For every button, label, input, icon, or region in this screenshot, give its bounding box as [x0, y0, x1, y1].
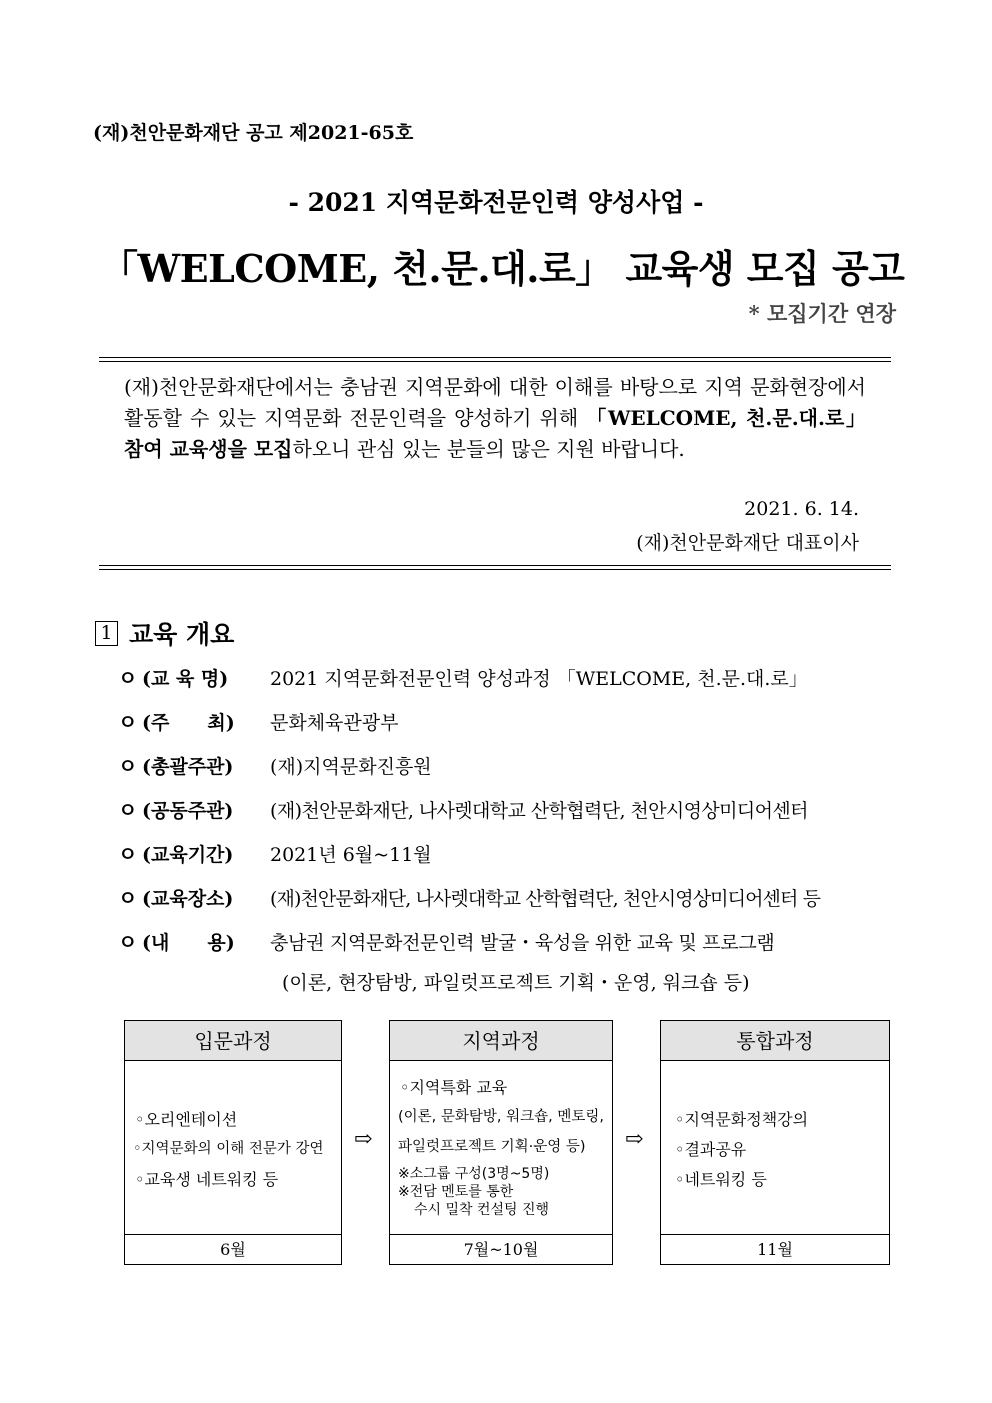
course-box-period: 7월~10월 — [390, 1234, 612, 1264]
item-label: (주 최) — [142, 712, 235, 734]
item-value: (재)천안문화재단, 나사렛대학교 산학협력단, 천안시영상미디어센터 — [270, 800, 808, 822]
course-box-title: 통합과정 — [661, 1021, 889, 1061]
content-continuation: (이론, 현장탐방, 파일럿프로젝트 기획・운영, 워크숍 등) — [282, 972, 750, 994]
bullet-icon: ㅇ — [118, 886, 138, 910]
bullet-icon: ㅇ — [118, 710, 138, 734]
course-box-intro — [124, 1020, 342, 1265]
course-box-line: ◦네트워킹 등 — [675, 1170, 767, 1189]
list-item — [118, 662, 808, 691]
list-item — [118, 926, 775, 955]
intro-text-2: 하오니 관심 있는 분들의 많은 지원 바랍니다. — [292, 437, 685, 461]
course-box-line: ◦결과공유 — [675, 1140, 747, 1159]
item-label: (공동주관) — [142, 800, 234, 822]
list-item — [118, 882, 820, 911]
bullet-icon: ㅇ — [118, 842, 138, 866]
intro-paragraph — [124, 372, 866, 465]
list-item — [118, 706, 398, 735]
course-box-note: ※전담 멘토를 통한 — [398, 1184, 514, 1200]
intro-bold-text: 「WELCOME, 천.문.대.로」 참여 교육생을 모집 — [124, 406, 866, 461]
course-box-line: 파일럿프로젝트 기획·운영 등) — [398, 1139, 586, 1155]
item-label: (교육기간) — [142, 844, 234, 866]
course-box-note: ※소그룹 구성(3명~5명) — [398, 1166, 550, 1182]
main-title: 「WELCOME, 천.문.대.로」 교육생 모집 공고 — [100, 246, 905, 291]
course-box-note: 수시 밀착 컨설팅 진행 — [414, 1202, 550, 1218]
course-box-line: ◦오리엔테이션 — [135, 1110, 238, 1129]
item-value: 충남권 지역문화전문인력 발굴・육성을 위한 교육 및 프로그램 — [270, 932, 775, 954]
course-box-title: 지역과정 — [390, 1021, 612, 1061]
bullet-icon: ㅇ — [118, 930, 138, 954]
item-label: (총괄주관) — [142, 756, 234, 778]
item-value: (재)지역문화진흥원 — [270, 756, 432, 778]
item-value: 2021년 6월~11월 — [270, 844, 432, 866]
bullet-icon: ㅇ — [118, 754, 138, 778]
divider-top — [99, 357, 891, 362]
item-value: 2021 지역문화전문인력 양성과정 「WELCOME, 천.문.대.로」 — [270, 668, 808, 690]
section-number: 1 — [95, 621, 118, 646]
bullet-icon: ㅇ — [118, 666, 138, 690]
item-label: (내 용) — [142, 932, 235, 954]
intro-text-1: (재)천안문화재단에서는 충남권 지역문화에 대한 이해를 바탕으로 지역 문화현장에서 활동할 수 있는 지역문화 전문인력을 양성하기 위해 — [124, 375, 866, 430]
arrow-icon: ⇨ — [354, 1127, 373, 1152]
course-box-line: ◦지역문화의 이해 전문가 강연 — [133, 1141, 324, 1157]
course-box-line: (이론, 문화탐방, 워크숍, 멘토링, — [398, 1109, 605, 1125]
divider-bottom — [99, 565, 891, 570]
signature: (재)천안문화재단 대표이사 — [636, 532, 859, 554]
course-box-line: ◦지역특화 교육 — [400, 1078, 508, 1097]
item-value: 문화체육관광부 — [270, 712, 399, 734]
course-box-regional — [389, 1020, 613, 1265]
course-box-period: 11월 — [661, 1234, 889, 1264]
item-value: (재)천안문화재단, 나사렛대학교 산학협력단, 천안시영상미디어센터 등 — [270, 888, 821, 910]
list-item — [118, 750, 432, 779]
course-box-period: 6월 — [125, 1234, 341, 1264]
notice-date: 2021. 6. 14. — [744, 498, 859, 520]
subtitle: - 2021 지역문화전문인력 양성사업 - — [288, 188, 704, 217]
item-label: (교 육 명) — [142, 668, 229, 690]
extension-note: * 모집기간 연장 — [748, 301, 896, 326]
section-heading — [95, 615, 234, 651]
course-box-line: ◦교육생 네트워킹 등 — [135, 1170, 279, 1189]
item-label: (교육장소) — [142, 888, 234, 910]
bullet-icon: ㅇ — [118, 798, 138, 822]
section-title: 교육 개요 — [129, 620, 235, 649]
list-item — [118, 838, 432, 867]
course-box-line: ◦지역문화정책강의 — [675, 1110, 809, 1129]
course-box-integrated — [660, 1020, 890, 1265]
arrow-icon: ⇨ — [625, 1127, 644, 1152]
course-box-title: 입문과정 — [125, 1021, 341, 1061]
list-item — [118, 794, 808, 823]
notice-number: (재)천안문화재단 공고 제2021-65호 — [93, 122, 414, 144]
